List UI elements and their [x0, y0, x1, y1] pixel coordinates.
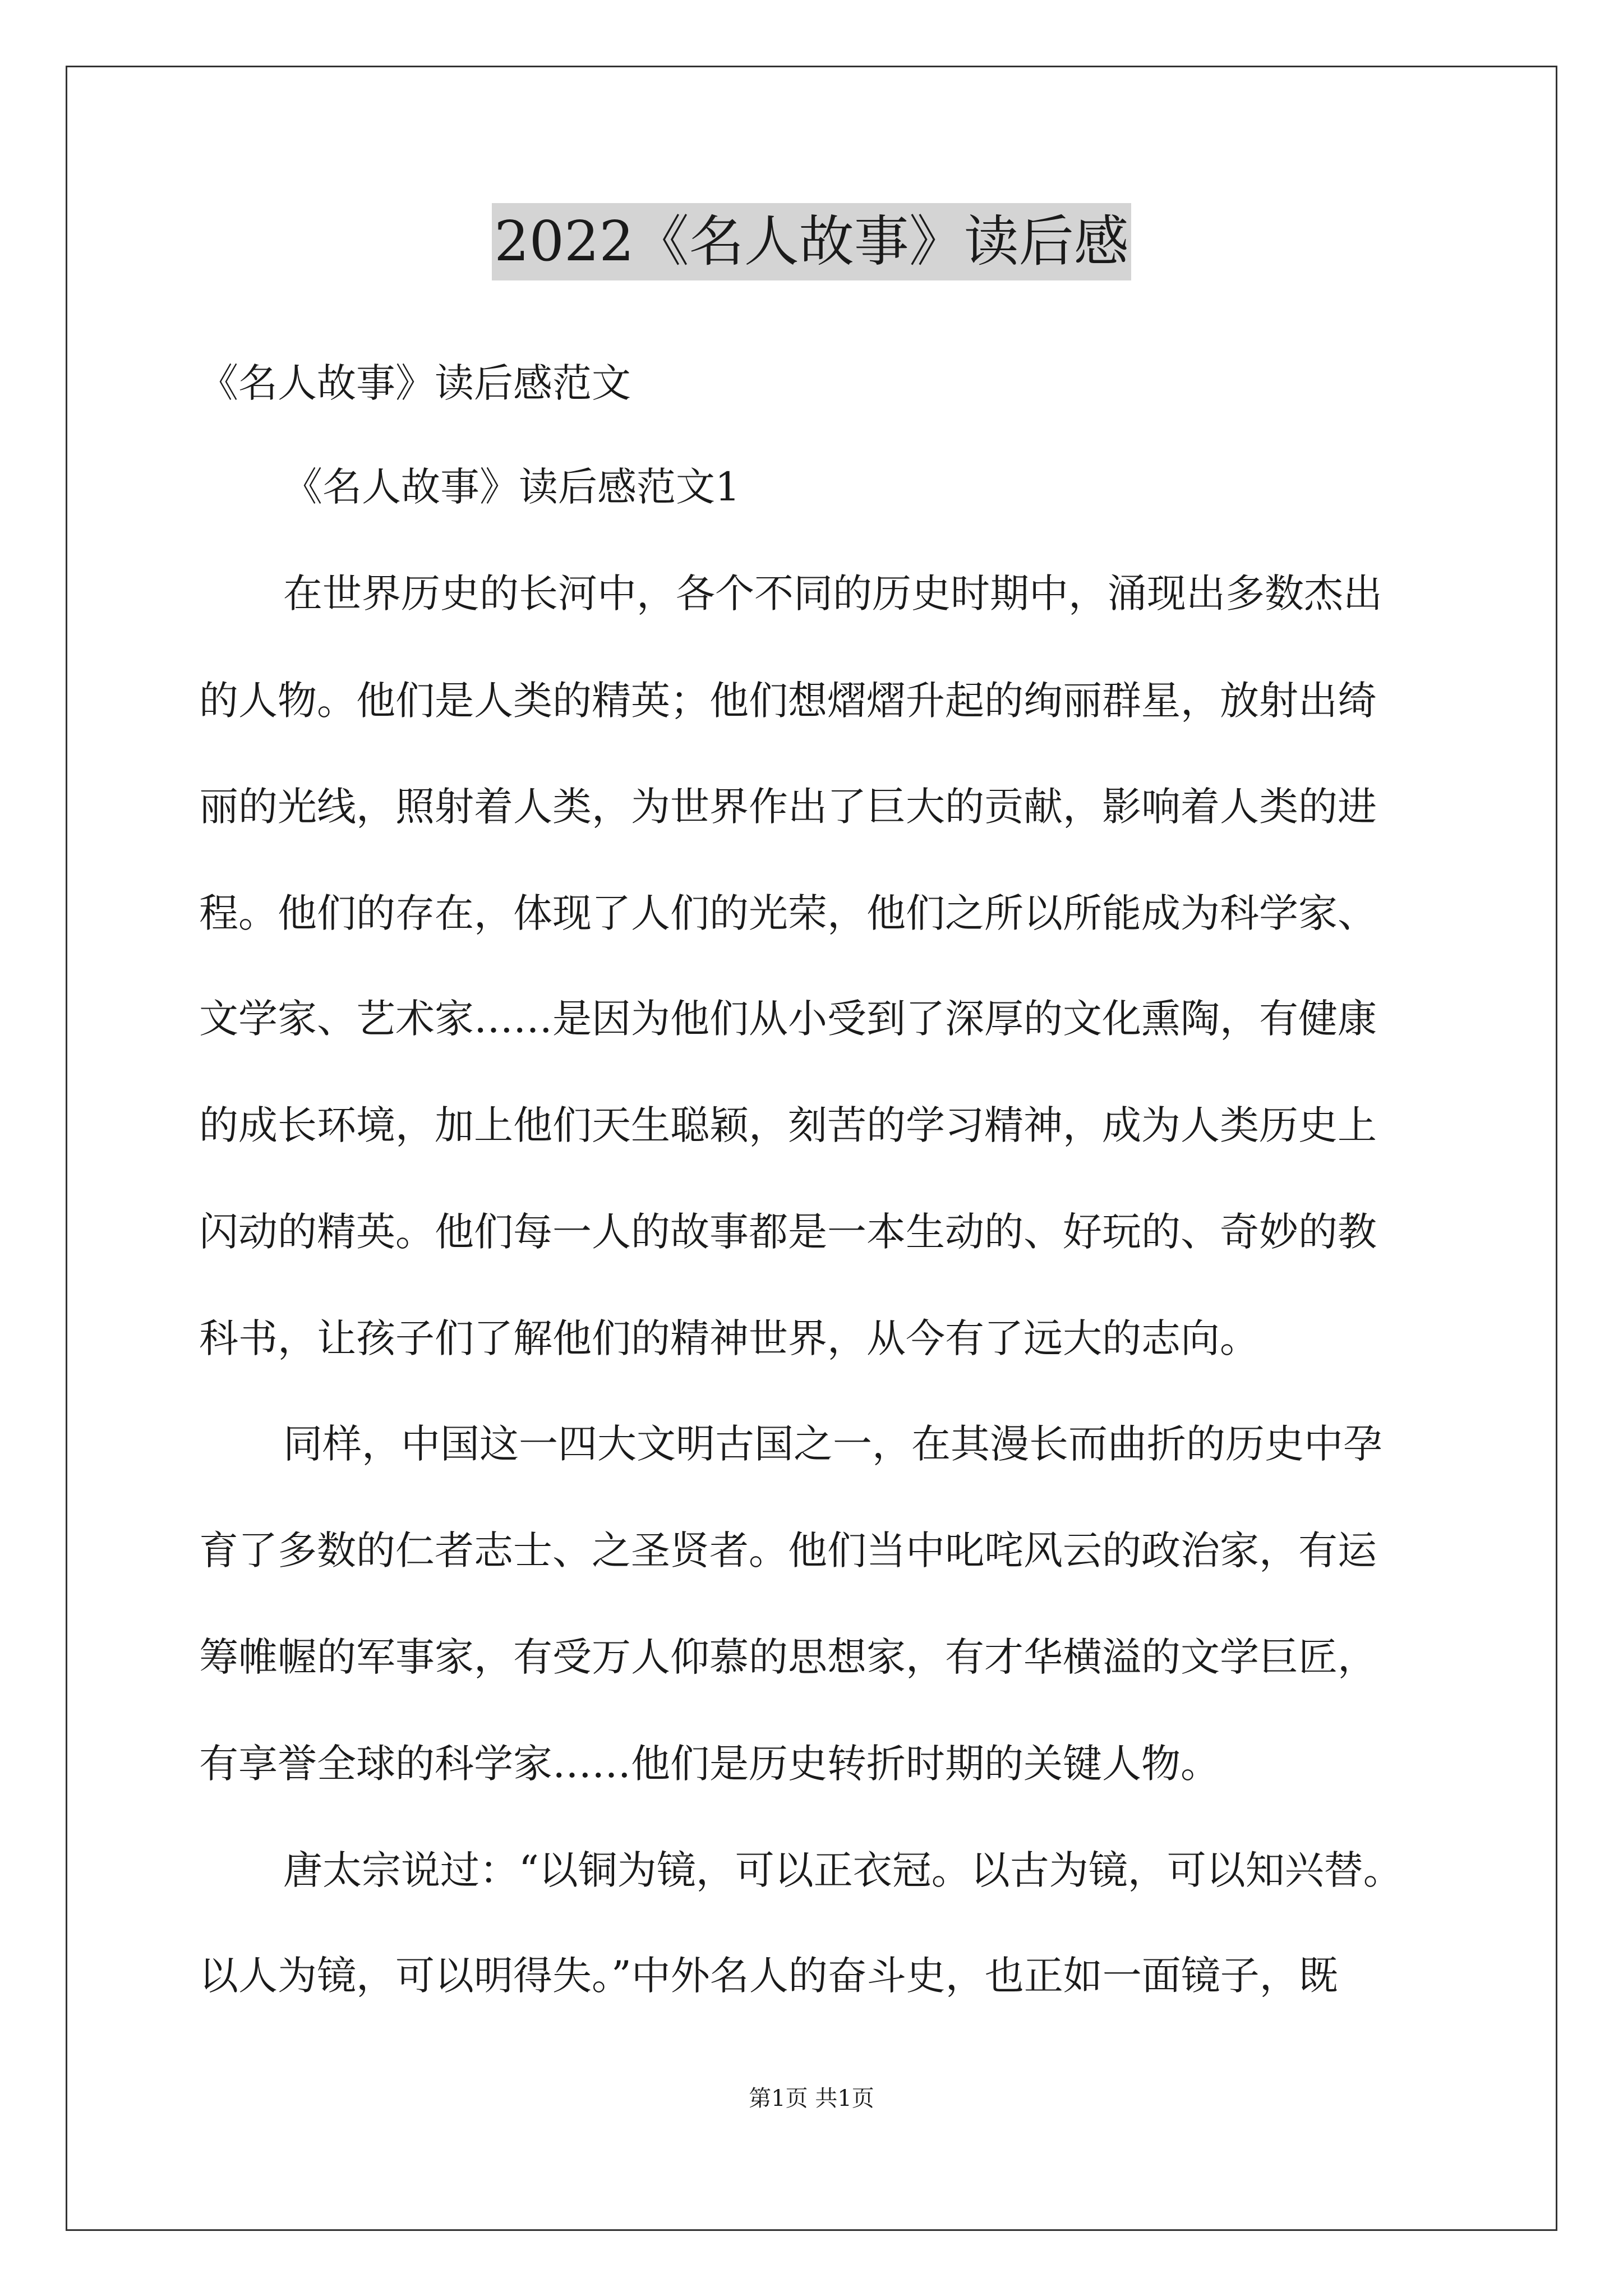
document-heading: 《名人故事》读后感范文: [199, 360, 631, 406]
paragraph-2-line-4: 有享誉全球的科学家……他们是历史转折时期的关键人物。: [199, 1741, 1220, 1787]
page-footer: 第1页 共1页: [749, 2086, 874, 2111]
paragraph-1-line-7: 闪动的精英。他们每一人的故事都是一本生动的、好玩的、奇妙的教: [199, 1209, 1377, 1255]
document-subheading: 《名人故事》读后感范文1: [283, 464, 740, 510]
paragraph-1-line-5: 文学家、艺术家……是因为他们从小受到了深厚的文化熏陶，有健康: [199, 996, 1377, 1042]
paragraph-1-line-8: 科书，让孩子们了解他们的精神世界，从今有了远大的志向。: [199, 1315, 1259, 1361]
document-title: 2022《名人故事》读后感: [492, 203, 1131, 280]
paragraph-2-line-1: 同样，中国这一四大文明古国之一，在其漫长而曲折的历史中孕: [283, 1421, 1382, 1467]
paragraph-1-line-2: 的人物。他们是人类的精英；他们想熠熠升起的绚丽群星，放射出绮: [199, 678, 1377, 724]
paragraph-1-line-6: 的成长环境，加上他们天生聪颖，刻苦的学习精神，成为人类历史上: [199, 1102, 1377, 1148]
paragraph-1-line-1: 在世界历史的长河中，各个不同的历史时期中，涌现出多数杰出: [283, 570, 1382, 616]
title-container: [0, 203, 1623, 280]
paragraph-2-line-2: 育了多数的仁者志士、之圣贤者。他们当中叱咤风云的政治家，有运: [199, 1527, 1377, 1573]
paragraph-1-line-4: 程。他们的存在，体现了人们的光荣，他们之所以所能成为科学家、: [199, 890, 1377, 936]
paragraph-3-line-2: 以人为镜，可以明得失。”中外名人的奋斗史，也正如一面镜子，既: [199, 1953, 1338, 1999]
paragraph-1-line-3: 丽的光线，照射着人类，为世界作出了巨大的贡献，影响着人类的进: [199, 784, 1377, 830]
paragraph-3-line-1: 唐太宗说过：“以铜为镜，可以正衣冠。以古为镜，可以知兴替。: [283, 1847, 1403, 1893]
paragraph-2-line-3: 筹帷幄的军事家，有受万人仰慕的思想家，有才华横溢的文学巨匠，: [199, 1634, 1377, 1680]
